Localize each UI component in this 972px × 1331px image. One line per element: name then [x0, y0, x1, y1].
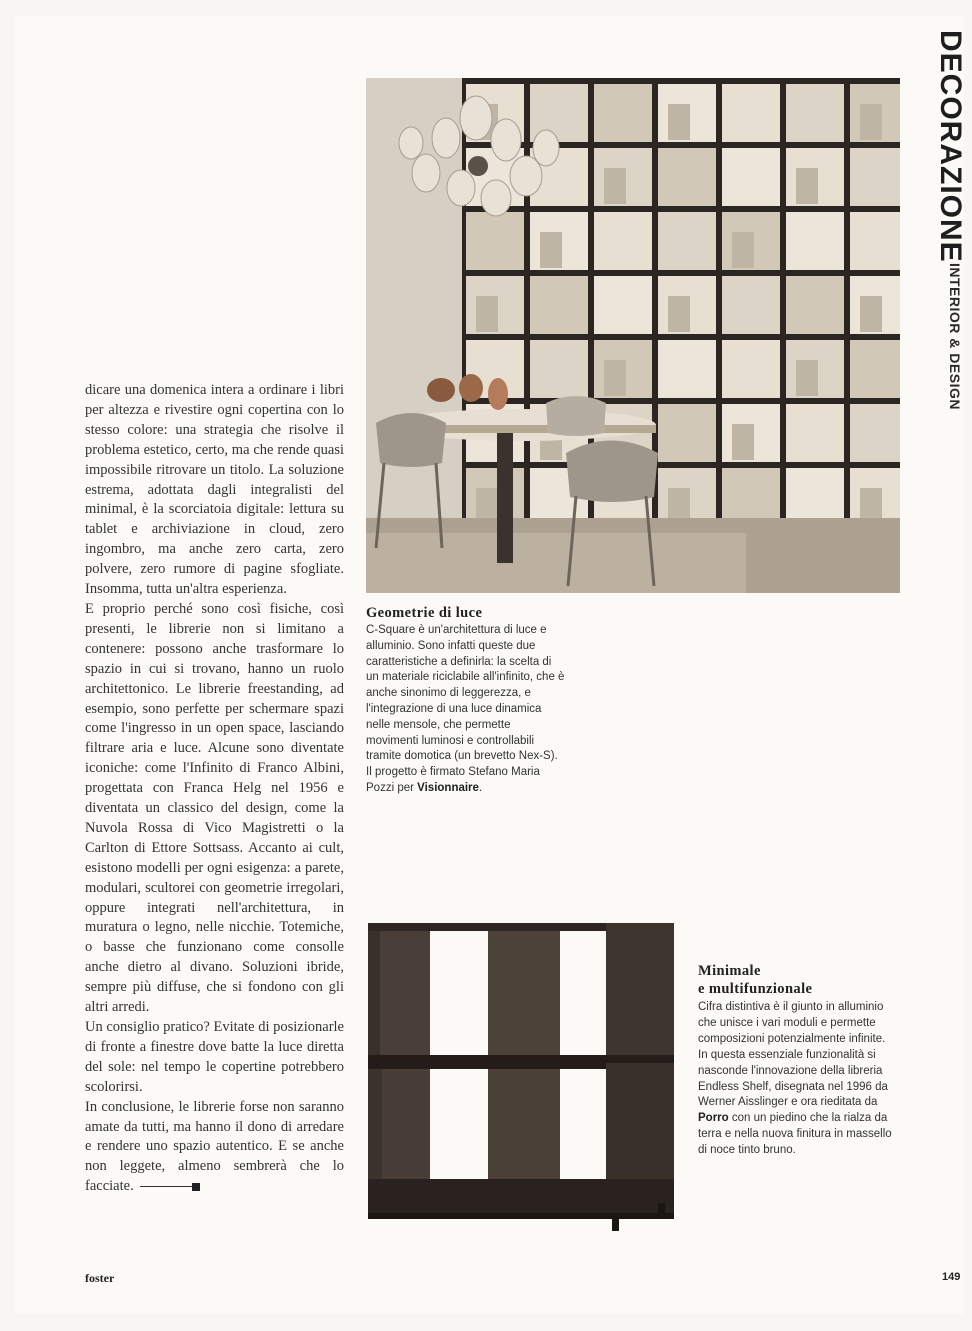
bookcase-cell — [594, 276, 652, 334]
shelf-illustration — [368, 923, 674, 1233]
caption-minimale-multifunzionale — [698, 963, 898, 1159]
footer-page-number: 149 — [942, 1271, 961, 1283]
article-paragraph-3: Un consiglio pratico? Evitate di posizionarle di fronte a finestre dove batte la luce diretta del sole: nel tempo le copertine potrebbero scolorirsi. — [85, 1019, 344, 1095]
bookcase-cell — [530, 276, 588, 334]
bookcase-room-photo — [366, 78, 900, 593]
caption1-brand: Visionnaire — [417, 781, 479, 794]
book-object — [604, 168, 626, 204]
caption1-text — [366, 623, 566, 797]
book-object — [796, 360, 818, 396]
caption1-end: . — [478, 781, 483, 794]
caption2-title-line1: Minimale — [698, 963, 761, 979]
caption2-brand: Porro — [698, 1112, 729, 1125]
bookcase-cell — [658, 340, 716, 398]
bookcase-cell — [722, 276, 780, 334]
book-object — [732, 424, 754, 460]
bookcase-cell — [594, 212, 652, 270]
bookcase-cell — [658, 212, 716, 270]
bookcase-cell — [658, 148, 716, 206]
book-object — [796, 168, 818, 204]
section-subtitle: INTERIOR & DESIGN — [947, 262, 963, 410]
book-object — [860, 104, 882, 140]
book-object — [604, 360, 626, 396]
book-object — [668, 296, 690, 332]
caption2-body-after: con un piedino che la rialza da terra e nella nuova finitura in massello di noce tinto bruno. — [698, 1112, 892, 1157]
bookcase-cell — [722, 468, 780, 526]
bookcase-cell — [466, 212, 524, 270]
book-object — [476, 296, 498, 332]
article-paragraph-4-wrap — [85, 1098, 344, 1198]
bookcase-cell — [850, 212, 900, 270]
end-rule — [140, 1186, 192, 1187]
endless-shelf-photo — [368, 923, 674, 1233]
book-object — [668, 104, 690, 140]
section-title: DECORAZIONE — [934, 30, 967, 263]
bookcase-cell — [850, 148, 900, 206]
bookcase-cell — [850, 340, 900, 398]
bookcase-cell — [530, 340, 588, 398]
bookcase-cell — [722, 148, 780, 206]
bookcase-cell — [722, 84, 780, 142]
bookcase-cell — [786, 84, 844, 142]
caption2-body: Cifra distintiva è il giunto in alluminio che unisce i vari moduli e permette composizioni potenzialmente infinite. In questa essenziale funzionalità si nasconde l'innovazione della libreria Endless Shelf, disegnata nel 1996 da Werner Aisslinger e ora rieditata da — [698, 1001, 888, 1109]
bookcase-illustration — [366, 78, 900, 593]
caption2-title-line2: e multifunzionale — [698, 981, 813, 997]
end-square-mark — [192, 1183, 200, 1191]
caption-geometrie-di-luce — [366, 605, 566, 797]
article-paragraph-1: dicare una domenica intera a ordinare i libri per altezza e rivestire ogni copertina con lo stesso colore: una strategia che risolve il problema estetico, certo, ma che rende quasi impossibile ritrovare un titolo. La soluzione estrema, adottata dagli integralisti del minimal, è la scorciatoia digitale: lettura su tablet e archiviazione in cloud, zero ingombro, ma anche zero carta, zero polvere, zero rumore di pagine sfogliate. Insomma, tutta un'altra esperienza. — [85, 382, 344, 598]
bookcase-cell — [786, 468, 844, 526]
article-body — [85, 381, 344, 1197]
footer-magazine-name: foster — [85, 1271, 115, 1285]
article-paragraph-4: In conclusione, le librerie forse non saranno amate da tutti, ma hanno il dono di arredare e rendere uno spazio autentico. E se anche non leggete, almeno sembrerà che lo facciate. — [85, 1098, 344, 1195]
caption1-title: Geometrie di luce — [366, 605, 483, 621]
book-object — [732, 232, 754, 268]
bookcase-cell — [722, 340, 780, 398]
bookcase-cell — [786, 276, 844, 334]
caption1-body: C-Square è un'architettura di luce e alluminio. Sono infatti queste due caratteristiche a definirla: la scelta di un materiale riciclabile all'infinito, che è anche sinonimo di leggerezza, e l'integrazione di una luce dinamica nelle mensole, che permette movimenti luminosi e controllabili tramite domotica (un brevetto Nex-S). Il progetto è firmato Stefano Maria Pozzi per — [366, 624, 565, 794]
article-paragraph-2: E proprio perché sono così fisiche, così presenti, le librerie non si limitano a contenere: possono anche trasformare lo spazio in cui si trovano, hanno un ruolo architettonico. Le librerie freestanding, ad esempio, sono perfette per schermare spazi come l'ingresso in un open space, lasciando filtrare aria e luce. Alcune sono diventate iconiche: come l'Infinito di Franco Albini, progettata con Franca Helg nel 1956 e diventata un classico del design, come la Nuvola Rossa di Vico Magistretti o la Carlton di Ettore Sottsass. Accanto ai cult, esistono modelli per ogni esigenza: a parete, modulari, scultorei con geometrie irregolari, oppure integrati nell'architettura, in muratura o legno, nelle nicchie. Totemiche, o basse che funzionano come consolle anche dietro al divano. Soluzioni ibride, sempre più diffuse, che si fondono con gli altri arredi. — [85, 600, 344, 1016]
section-header — [934, 30, 966, 410]
book-object — [860, 296, 882, 332]
bookcase-cell — [850, 404, 900, 462]
bookcase-cell — [658, 404, 716, 462]
bookcase-cell — [594, 84, 652, 142]
caption2-text — [698, 1000, 898, 1159]
bookcase-cell — [786, 212, 844, 270]
book-object — [540, 232, 562, 268]
bookcase-cell — [786, 404, 844, 462]
